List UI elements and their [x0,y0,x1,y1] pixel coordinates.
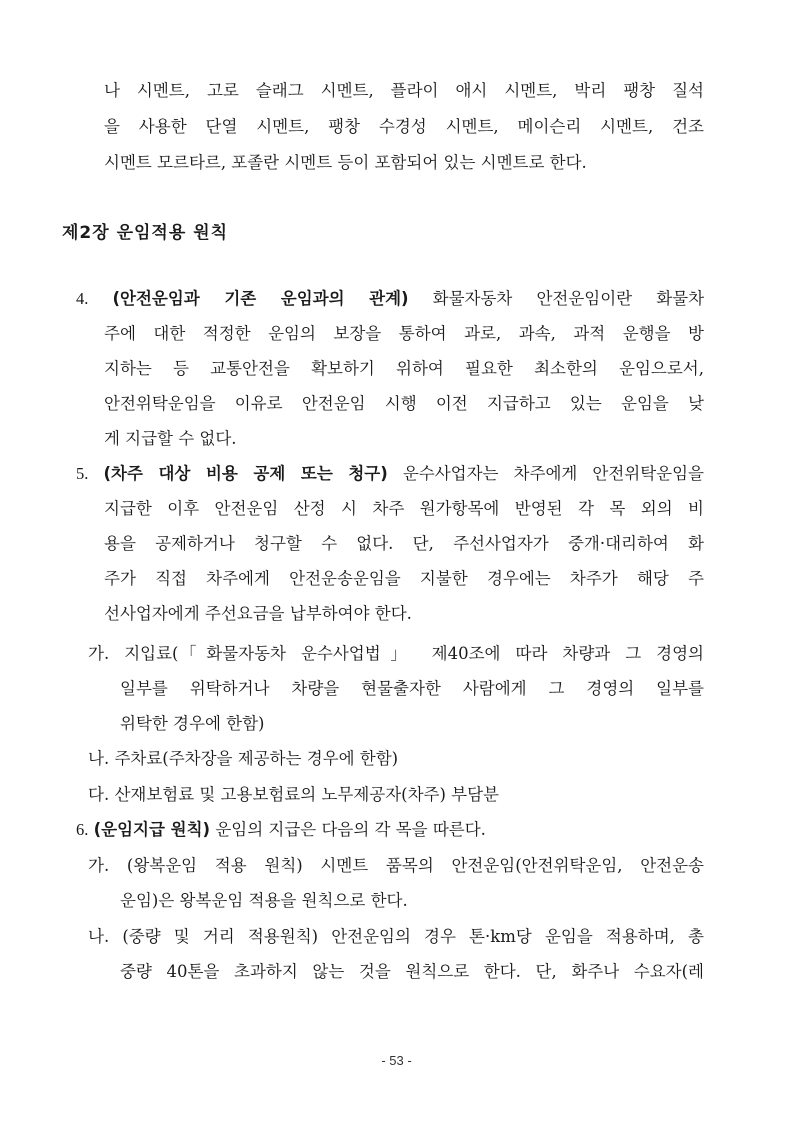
subitem-ga-first-line [88,855,704,877]
item-title: (안전운임과 기존 운임과의 관계) [112,289,409,308]
subitem-ga-line: 운임)은 왕복운임 적용을 원칙으로 한다. [120,891,408,910]
intro-line: 시멘트 모르타르, 포졸란 시멘트 등이 포함되어 있는 시멘트로 한다. [104,153,587,172]
item-text: 운임의 지급은 다음의 각 목을 따른다. [215,820,486,839]
chapter-heading: 제2장 운임적용 원칙 [62,223,229,243]
item-4-line: 주에 대한 적정한 운임의 보장을 통하여 과로, 과속, 과적 운행을 방 [104,324,704,343]
item-5-line: 주가 직접 차주에게 안전운송운임을 지불한 경우에는 차주가 해당 주 [104,569,704,588]
subitem-marker: 가. [88,644,110,663]
item-4-line: 지하는 등 교통안전을 확보하기 위하여 필요한 최소한의 운임으로서, [104,359,704,378]
subitem-ga-line: 일부를 위탁하거나 차량을 현물출자한 사람에게 그 경영의 일부를 [120,679,704,698]
item-text: 화물자동차 안전운임이란 화물차 [432,289,705,308]
item-number: 4. [76,289,89,308]
intro-line: 을 사용한 단열 시멘트, 팽창 수경성 시멘트, 메이슨리 시멘트, 건조 [104,117,704,136]
page-number: - 53 - [381,1053,412,1068]
subitem-na-line: 중량 40톤을 초과하지 않는 것을 원칙으로 한다. 단, 화주나 수요자(레 [120,962,704,981]
subitem-text: (중량 및 거리 적용원칙) 안전운임의 경우 톤·km당 운임을 적용하며, 총 [122,927,704,946]
item-4-line: 안전위탁운임을 이유로 안전운임 시행 이전 지급하고 있는 운임을 낮 [104,394,704,413]
subitem-na-line [88,748,704,770]
item-4-line: 게 지급할 수 없다. [104,429,237,448]
item-5-first-line [76,463,704,485]
subitem-text: (왕복운임 적용 원칙) 시멘트 품목의 안전운임(안전위탁운임, 안전운송 [126,856,704,875]
subitem-text: 주차료(주차장을 제공하는 경우에 한함) [114,749,399,768]
subitem-marker: 나. [88,749,110,768]
intro-line: 나 시멘트, 고로 슬래그 시멘트, 플라이 애시 시멘트, 박리 팽창 질석 [104,81,704,100]
subitem-text: 산재보험료 및 고용보험료의 노무제공자(차주) 부담분 [114,785,499,804]
item-title: (차주 대상 비용 공제 또는 청구) [103,464,388,483]
item-number: 6. [76,820,89,839]
subitem-ga-first-line [88,643,704,665]
item-6-first-line [76,819,704,841]
item-5-line: 용을 공제하거나 청구할 수 없다. 단, 주선사업자가 중개·대리하여 화 [104,534,704,553]
item-number: 5. [76,464,89,483]
subitem-text: 지입료(「화물자동차 운수사업법」 제40조에 따라 차량과 그 경영의 [124,644,704,663]
item-5-line: 선사업자에게 주선요금을 납부하여야 한다. [104,604,412,623]
subitem-marker: 다. [88,785,110,804]
subitem-marker: 나. [88,927,110,946]
subitem-da-line [88,784,704,806]
subitem-na-first-line [88,926,704,948]
item-title: (운임지급 원칙) [93,820,211,839]
subitem-marker: 가. [88,856,110,875]
item-text: 운수사업자는 차주에게 안전위탁운임을 [402,464,704,483]
subitem-ga-line: 위탁한 경우에 한함) [120,714,265,733]
item-5-line: 지급한 이후 안전운임 산정 시 차주 원가항목에 반영된 각 목 외의 비 [104,499,704,518]
item-4-first-line [76,288,704,310]
